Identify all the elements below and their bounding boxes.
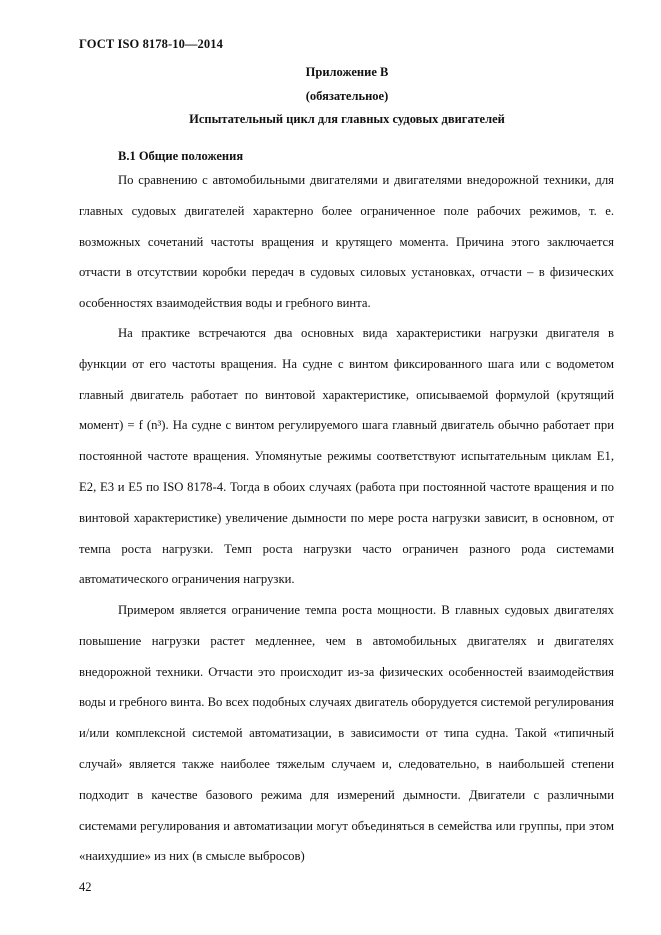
annex-title: Приложение В: [305, 65, 389, 79]
paragraph-text: По сравнению с автомобильными двигателями и двигателями внедорожной техники, для главных судовых двигателей характерно более ограниченное поле рабочих режимов, т. е. возможных сочетаний частоты вращения и крутящего момента. Причина этого заключается отчасти в отсутствии коробки передач в судовых силовых установках, отчасти – в физических особенностях взаимодействия воды и гребного винта.: [79, 173, 614, 311]
body-paragraph-1: [79, 165, 614, 319]
annex-name: Испытательный цикл для главных судовых двигателей: [189, 112, 505, 126]
annex-status: (обязательное): [305, 89, 389, 103]
standard-id: ГОСТ ISO 8178-10—2014: [79, 37, 223, 51]
paragraph-text: На практике встречаются два основных вида характеристики нагрузки двигателя в функции от его частоты вращения. На судне с винтом фиксированного шага или с водометом главный двигатель работает по винтовой характеристике, описываемой формулой (крутящий момент) = f (n³). На судне с винтом регулируемого шага главный двигатель обычно работает при постоянной частоте вращения. Упомянутые режимы соответствуют испытательным циклам Е1, Е2, Е3 и Е5 по ISO 8178-4. Тогда в обоих случаях (работа при постоянной частоте вращения и по винтовой характеристике) увеличение дымности по мере роста нагрузки зависит, в основном, от темпа роста нагрузки. Темп роста нагрузки часто ограничен разного рода системами автоматического ограничения нагрузки.: [79, 326, 614, 587]
page-number: 42: [79, 880, 92, 894]
body-paragraph-3: [79, 595, 614, 872]
section-heading: В.1 Общие положения: [118, 149, 244, 163]
paragraph-text: Примером является ограничение темпа роста мощности. В главных судовых двигателях повышение нагрузки растет медленнее, чем в автомобильных двигателях и двигателях внедорожной техники. Отчасти это происходит из-за физических особенностей взаимодействия воды и гребного винта. Во всех подобных случаях двигатель оборудуется системой регулирования и/или комплексной системой автоматизации, в зависимости от типа судна. Такой «типичный случай» является также наиболее тяжелым случаем и, следовательно, в наибольшей степени подходит в качестве базового режима для измерений дымности. Двигатели с различными системами регулирования и автоматизации могут объединяться в семейства или группы, при этом «наихудшие» из них (в смысле выбросов): [79, 603, 614, 864]
body-paragraph-2: [79, 318, 614, 595]
